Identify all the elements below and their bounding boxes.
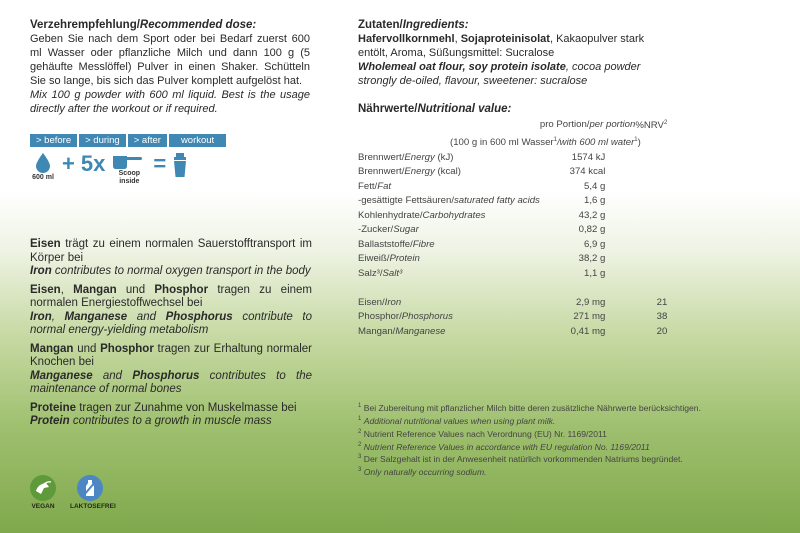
- nutrient-nrv: [635, 165, 667, 180]
- nutrient-nrv: [635, 208, 667, 223]
- nutrient-de: Ballaststoffe/: [358, 238, 413, 250]
- claim-2-de-5: tragen zu einem normalen Energiestoffwechsel bei: [30, 283, 312, 309]
- tab-during: > during: [79, 134, 126, 147]
- nutrient-name: [358, 266, 540, 281]
- nutrient-name: [358, 252, 540, 267]
- dose-icons: [30, 152, 188, 192]
- footnote-text: Nutrient Reference Values in accordance with EU regulation No. 1169/2011: [363, 441, 650, 452]
- scoop-group: [111, 152, 147, 186]
- footnote-text: Bei Zubereitung mit pflanzlicher Milch bitte deren zusätzliche Nährwerte berücksichtigen.: [363, 402, 701, 413]
- mineral-value: 0,41 mg: [570, 325, 606, 337]
- nutrient-nrv: [635, 252, 667, 267]
- water-label: 600 ml: [32, 174, 54, 181]
- claim-1-de-0: Eisen: [30, 238, 61, 250]
- claim-2-de-1: ,: [60, 283, 74, 296]
- shaker-icon: [172, 152, 188, 178]
- tab-workout: workout: [169, 134, 226, 147]
- mineral-value: 2,9 mg: [576, 296, 606, 308]
- claim-4-en-1: contributes to a growth in muscle mass: [69, 415, 272, 427]
- scoop-label: Scoop inside: [118, 170, 141, 185]
- dose-text-en: Mix 100 g powder with 600 ml liquid. Best is the usage directly after the workout or if required.: [30, 89, 310, 115]
- mineral-row: [358, 310, 667, 325]
- footnote: [358, 465, 701, 478]
- nutrient-de: Brennwert/: [358, 151, 405, 163]
- ingredient-sep: ,: [454, 33, 461, 45]
- claim-4-de-1: tragen zur Zunahme von Muskelmasse bei: [76, 401, 297, 414]
- footnote: [358, 440, 701, 453]
- nutrient-unit: (kcal): [434, 166, 461, 178]
- claim-3-de-3: tragen zur Erhaltung normaler Knochen bei: [30, 342, 312, 368]
- nutrition-row: [358, 194, 667, 209]
- col-nrv-label: %NRV: [635, 120, 664, 132]
- scoop-icon: [111, 152, 143, 170]
- claim-4: [30, 402, 312, 429]
- lactose-free-label: LAKTOSEFREI: [70, 503, 116, 510]
- nutrient-name: [358, 165, 540, 180]
- claim-3-en-1: and: [92, 369, 133, 382]
- nutrient-de: Brennwert/: [358, 166, 405, 178]
- nutrient-value: 1,6 g: [584, 195, 606, 207]
- portion-subheader: [358, 133, 667, 150]
- nutrient-en: Sugar: [393, 224, 419, 236]
- dose-heading-en: Recommended dose:: [139, 19, 257, 31]
- nutrient-de: -Zucker/: [358, 224, 394, 236]
- nutrition-row: [358, 237, 667, 252]
- sub-close: ): [637, 137, 641, 149]
- footnote-marker: 2: [358, 428, 362, 435]
- nutrition-row: [358, 252, 667, 267]
- nutrition-heading-de: Nährwerte/: [358, 103, 418, 115]
- vegan-label: VEGAN: [31, 503, 55, 510]
- nutrition-heading-en: Nutritional value:: [417, 103, 512, 115]
- nutrient-name: [358, 208, 540, 223]
- dose-heading-de: Verzehrempfehlung/: [30, 19, 140, 31]
- mineral-name: [358, 295, 540, 310]
- ingredient-oat: Hafervollkornmehl: [358, 33, 455, 45]
- tab-before: > before: [30, 134, 77, 147]
- nutrient-de: Kohlenhydrate/: [358, 209, 423, 221]
- ingredient-soy: Sojaproteinisolat: [460, 33, 550, 45]
- ingredients-nutrition: [358, 18, 668, 339]
- footnote: [358, 401, 701, 414]
- nutrient-nrv: [635, 223, 667, 238]
- nutrition-row: [358, 223, 667, 238]
- tab-after: > after: [128, 134, 167, 147]
- mineral-nrv: 38: [656, 311, 668, 323]
- claim-1: [30, 238, 312, 279]
- claim-2: [30, 284, 312, 338]
- mineral-name: [358, 324, 540, 339]
- claim-2-en-5: contribute to normal energy-yielding metabolism: [30, 310, 313, 336]
- claim-2-de-3: und: [116, 283, 155, 296]
- claim-2-de-2: Mangan: [73, 283, 117, 296]
- col-portion-de: pro Portion/: [539, 118, 590, 130]
- nutrient-en: saturated fatty acids: [454, 195, 540, 207]
- claim-1-en-1: contributes to normal oxygen transport in the body: [51, 265, 311, 277]
- water-drop-icon: [35, 152, 51, 174]
- footnote-marker: 3: [358, 454, 362, 461]
- col-nrv: [635, 116, 667, 133]
- sub-sup2: 1: [634, 137, 638, 144]
- nutrient-de: Fett/: [358, 180, 378, 192]
- claim-2-en-4: Phosphorus: [165, 310, 233, 323]
- vegan-badge: [26, 475, 60, 510]
- multiplier: 5x: [80, 151, 106, 176]
- dose-text-de: Geben Sie nach dem Sport oder bei Bedarf zuerst 600 ml Wasser oder pflanzliche Milch und dann 100 g (5 gehäufte Messlöffel) Pulver in einen Shaker. Schütteln Sie so lange, bis sich das Pulver komplett aufgelöst hat.: [30, 33, 310, 87]
- nutrition-row: [358, 266, 667, 281]
- nutrient-name: [358, 150, 540, 165]
- dose-section: [30, 18, 310, 116]
- col-portion: [540, 116, 635, 133]
- nutrition-row: [358, 150, 667, 165]
- col-portion-en: per portion: [589, 118, 636, 130]
- claim-1-en-0: Iron: [30, 265, 52, 277]
- mineral-de: Phosphor/: [358, 311, 402, 323]
- timing-tabs: [30, 134, 228, 147]
- mineral-en: Phosphorus: [401, 311, 453, 323]
- mineral-de: Eisen/: [358, 296, 385, 308]
- nutrient-de: -gesättigte Fettsäuren/: [358, 195, 454, 207]
- footnote: [358, 414, 701, 427]
- claim-3-de-0: Mangan: [30, 342, 74, 355]
- claim-3-en-3: contributes to the maintenance of normal bones: [30, 369, 312, 395]
- nutrient-nrv: [635, 266, 667, 281]
- ingredients-heading-de: Zutaten/: [358, 19, 403, 31]
- sub-de: (100 g in 600 ml Wasser: [450, 137, 554, 149]
- claim-3-en-0: Manganese: [30, 369, 93, 382]
- nutrient-value: 5,4 g: [584, 180, 606, 192]
- footnote-marker: 3: [358, 467, 362, 474]
- equals-sign: =: [153, 151, 167, 176]
- nutrient-en: Energy: [404, 151, 435, 163]
- footnote-text: Additional nutritional values when using plant milk.: [363, 415, 556, 426]
- mineral-nrv: 21: [656, 296, 668, 308]
- nutrient-en: Energy: [404, 166, 435, 178]
- nutrient-value: 0,82 g: [578, 224, 606, 236]
- mineral-row: [358, 324, 667, 339]
- nutrient-nrv: [635, 194, 667, 209]
- claim-3-de-2: Phosphor: [100, 342, 154, 355]
- claim-2-en-2: Manganese: [64, 310, 128, 323]
- nutrient-name: [358, 179, 540, 194]
- nutrition-heading: [358, 102, 658, 116]
- claim-3-en-2: Phosphorus: [132, 369, 200, 382]
- mineral-value: 271 mg: [573, 311, 606, 323]
- footnote-text: Only naturally occurring sodium.: [363, 467, 487, 478]
- lactose-free-badge: [70, 475, 116, 510]
- nutrition-row: [358, 165, 667, 180]
- nutrient-name: [358, 237, 540, 252]
- nutrient-name: [358, 194, 540, 209]
- ingredients-heading: [358, 18, 658, 32]
- ingredients-de: [358, 32, 658, 60]
- claim-3-de-1: und: [73, 342, 101, 355]
- nutrient-en: Salt³: [382, 267, 403, 279]
- nutrient-nrv: [635, 237, 667, 252]
- mineral-row: [358, 295, 667, 310]
- footnote-text: Der Salzgehalt ist in der Anwesenheit natürlich vorkommenden Natriums begründet.: [363, 454, 683, 465]
- footnote-text: Nutrient Reference Values nach Verordnung (EU) Nr. 1169/2011: [363, 428, 607, 439]
- claim-2-de-0: Eisen: [30, 283, 61, 296]
- claim-2-en-1: ,: [51, 310, 65, 323]
- nutrition-row: [358, 179, 667, 194]
- nutrient-value: 374 kcal: [569, 166, 606, 178]
- nutrient-en: Protein: [389, 253, 420, 265]
- ingredient-rest: , Kakaopulver stark entölt, Aroma, Süßungsmittel: Sucralose: [358, 33, 645, 59]
- nutrient-en: Carbohydrates: [422, 209, 486, 221]
- claim-2-de-4: Phosphor: [154, 283, 209, 296]
- nutrient-value: 1574 kJ: [571, 151, 606, 163]
- nutrient-nrv: [635, 150, 667, 165]
- ingredients-en-rest: , cocoa powder strongly de-oiled, flavour, sweetener: sucralose: [358, 61, 641, 87]
- footnote: [358, 427, 701, 440]
- nutrient-value: 6,9 g: [584, 238, 606, 250]
- ingredients-en: [358, 60, 658, 88]
- nutrient-nrv: [635, 179, 667, 194]
- footnote-marker: 1: [358, 415, 362, 422]
- claim-4-de-0: Proteine: [30, 401, 77, 414]
- mineral-en: Iron: [384, 296, 402, 308]
- ingredients-heading-en: Ingredients:: [402, 19, 469, 31]
- water-drop-group: [30, 152, 56, 182]
- footnote-marker: 1: [358, 403, 362, 409]
- nutrient-value: 43,2 g: [578, 209, 606, 221]
- nutrient-value: 1,1 g: [584, 267, 606, 279]
- nutrient-unit: (kJ): [434, 151, 454, 163]
- sub-sup: 1: [553, 137, 557, 144]
- footnote-marker: 2: [358, 441, 362, 448]
- mineral-nrv: 20: [656, 325, 668, 337]
- claim-1-de-1: trägt zu einem normalen Sauerstofftransport im Körper bei: [30, 238, 312, 264]
- claim-4-en-0: Protein: [30, 415, 70, 427]
- mineral-de: Mangan/: [358, 325, 396, 337]
- dose-heading: [30, 18, 310, 32]
- nutrient-name: [358, 223, 540, 238]
- footnote: [358, 452, 701, 465]
- nutrient-value: 38,2 g: [578, 253, 606, 265]
- claim-2-en-0: Iron: [30, 310, 52, 323]
- lactose-free-icon: [77, 475, 103, 501]
- claim-3: [30, 343, 312, 397]
- claim-2-en-3: and: [127, 310, 166, 323]
- plus-sign: +: [62, 151, 75, 176]
- sub-en: /with 600 ml water: [556, 137, 635, 149]
- nutrient-en: Fat: [377, 180, 392, 192]
- vegan-icon: [30, 475, 56, 501]
- nutrient-en: Fibre: [412, 238, 435, 250]
- mineral-en: Manganese: [395, 325, 446, 337]
- ingredients-en-bold: Wholemeal oat flour, soy protein isolate: [358, 61, 566, 73]
- nutrient-de: Salz³/: [358, 267, 383, 279]
- nutrition-table: [358, 116, 667, 339]
- nutrient-de: Eiweiß/: [358, 253, 390, 265]
- health-claims: [30, 238, 312, 434]
- nutrition-row: [358, 208, 667, 223]
- footnotes: [358, 401, 701, 478]
- col-nrv-sup: 2: [663, 120, 668, 126]
- mineral-name: [358, 310, 540, 325]
